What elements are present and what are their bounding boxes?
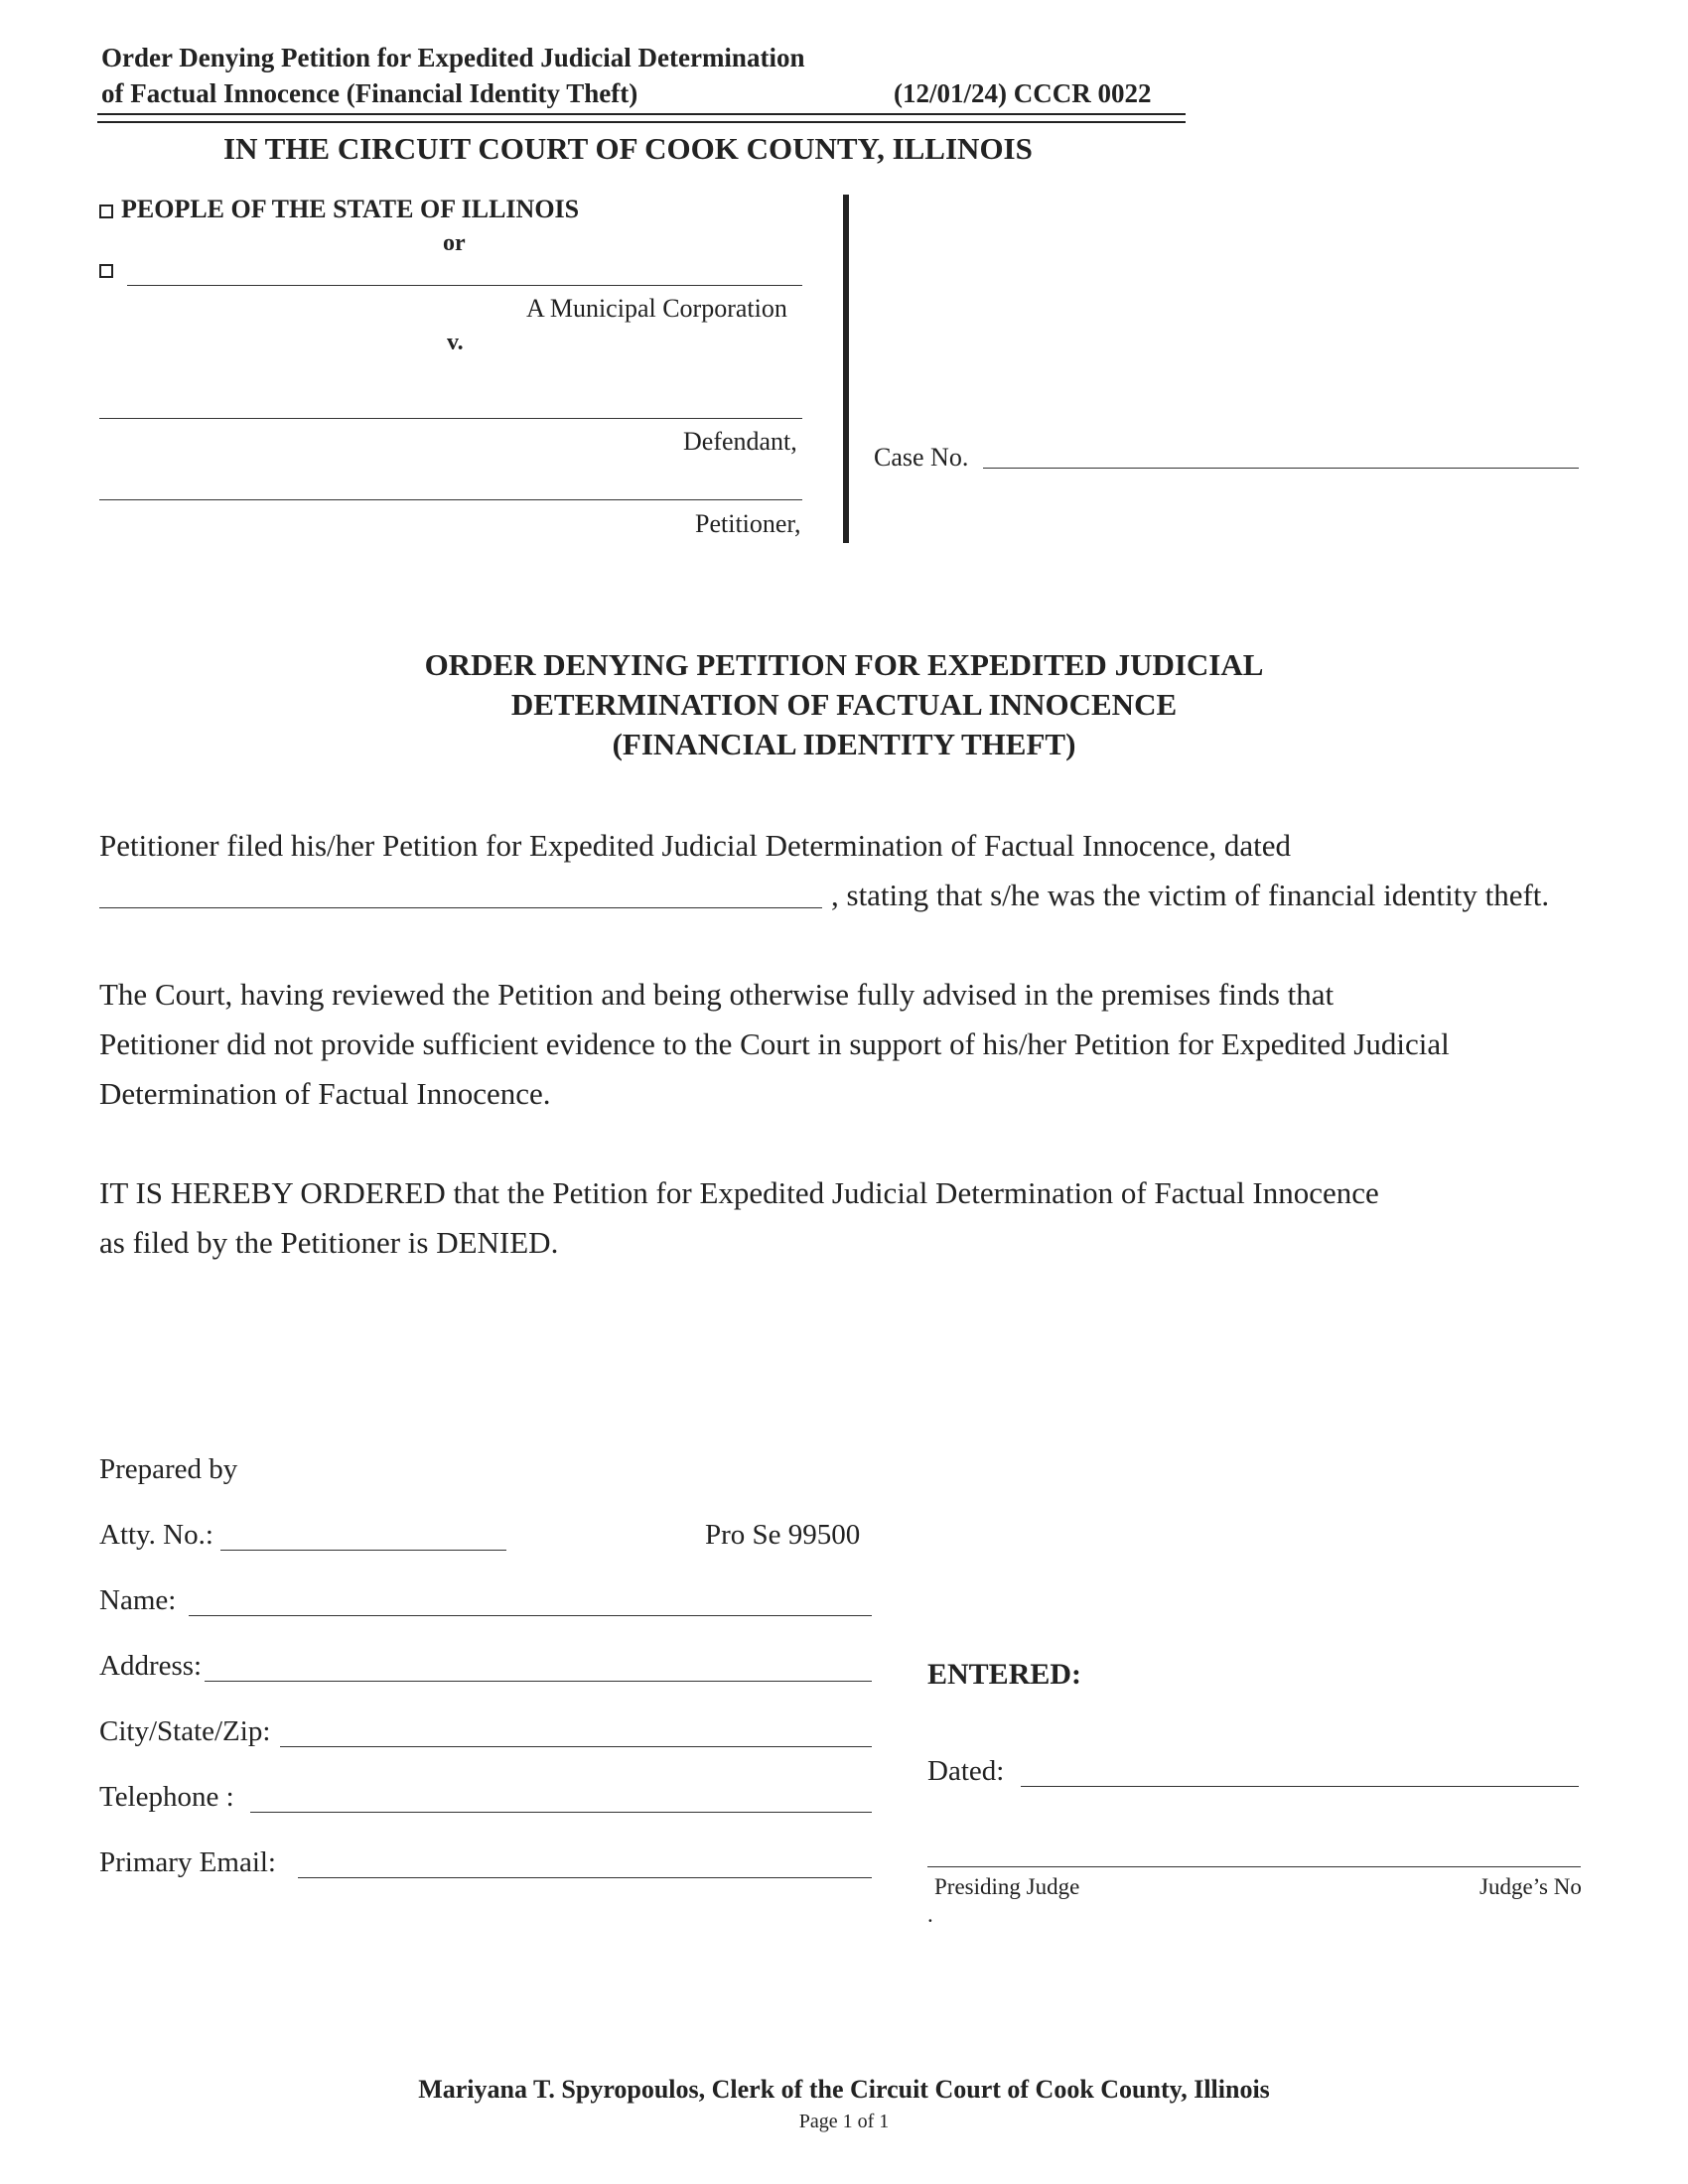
header-rule-bottom xyxy=(97,121,1186,123)
court-finding-line3: Determination of Factual Innocence. xyxy=(99,1076,551,1111)
order-title-line3: (FINANCIAL IDENTITY THEFT) xyxy=(612,727,1076,761)
judge-dot: . xyxy=(927,1902,933,1927)
dated-label: Dated: xyxy=(927,1755,1005,1787)
header-rule-top xyxy=(97,113,1186,115)
dated-line[interactable] xyxy=(1021,1786,1579,1787)
versus-label: v. xyxy=(447,330,464,355)
judge-signature-line[interactable] xyxy=(927,1866,1581,1867)
or-label: or xyxy=(443,230,466,256)
form-code: (12/01/24) CCCR 0022 xyxy=(894,78,1152,108)
judges-no-label: Judge’s No xyxy=(1479,1874,1582,1899)
email-label: Primary Email: xyxy=(99,1846,276,1878)
form-title-line1: Order Denying Petition for Expedited Judicial Determination xyxy=(101,43,805,72)
defendant-line[interactable] xyxy=(99,418,802,419)
order-title-line1: ORDER DENYING PETITION FOR EXPEDITED JUDICIAL xyxy=(424,647,1264,682)
city-state-zip-label: City/State/Zip: xyxy=(99,1715,271,1747)
municipal-label: A Municipal Corporation xyxy=(526,294,787,323)
name-label: Name: xyxy=(99,1584,177,1616)
city-state-zip-line[interactable] xyxy=(280,1746,872,1747)
caption-divider xyxy=(843,195,849,543)
petition-filed-line2: , stating that s/he was the victim of financial identity theft. xyxy=(831,878,1550,912)
people-checkbox[interactable] xyxy=(99,205,113,218)
order-line2: as filed by the Petitioner is DENIED. xyxy=(99,1225,559,1260)
atty-no-line[interactable] xyxy=(220,1550,506,1551)
people-label: PEOPLE OF THE STATE OF ILLINOIS xyxy=(121,195,580,223)
name-line[interactable] xyxy=(189,1615,872,1616)
pro-se-number: Pro Se 99500 xyxy=(705,1519,861,1551)
petitioner-line[interactable] xyxy=(99,499,802,500)
case-no-label: Case No. xyxy=(874,443,969,472)
case-no-line[interactable] xyxy=(983,468,1579,469)
atty-no-label: Atty. No.: xyxy=(99,1519,213,1551)
telephone-line[interactable] xyxy=(250,1812,872,1813)
petitioner-label: Petitioner, xyxy=(695,509,801,538)
presiding-judge-label: Presiding Judge xyxy=(934,1874,1080,1899)
telephone-label: Telephone : xyxy=(99,1781,234,1813)
email-line[interactable] xyxy=(298,1877,872,1878)
petition-date-line[interactable] xyxy=(99,907,822,908)
form-title-line2: of Factual Innocence (Financial Identity Theft) xyxy=(101,78,638,108)
court-finding-line2: Petitioner did not provide sufficient evidence to the Court in support of his/her Petition for Expedited Judicial xyxy=(99,1026,1450,1061)
order-title-line2: DETERMINATION OF FACTUAL INNOCENCE xyxy=(510,687,1178,722)
prepared-by-heading: Prepared by xyxy=(99,1453,238,1485)
entered-heading: ENTERED: xyxy=(927,1658,1082,1691)
municipal-checkbox-wrap[interactable] xyxy=(99,264,121,282)
defendant-label: Defendant, xyxy=(683,427,797,456)
order-title xyxy=(0,645,1688,764)
page-number: Page 1 of 1 xyxy=(798,2111,890,2132)
petition-filed-line1: Petitioner filed his/her Petition for Expedited Judicial Determination of Factual Innocence, dated xyxy=(99,828,1292,863)
municipal-checkbox[interactable] xyxy=(99,264,113,278)
order-line1: IT IS HEREBY ORDERED that the Petition for Expedited Judicial Determination of Factual Innocence xyxy=(99,1175,1379,1210)
municipal-name-line[interactable] xyxy=(127,285,802,286)
address-label: Address: xyxy=(99,1650,203,1682)
people-option[interactable] xyxy=(99,195,579,224)
court-name: IN THE CIRCUIT COURT OF COOK COUNTY, ILLINOIS xyxy=(223,131,1033,166)
address-line[interactable] xyxy=(205,1681,872,1682)
court-finding-line1: The Court, having reviewed the Petition and being otherwise fully advised in the premises finds that xyxy=(99,977,1335,1012)
clerk-footer: Mariyana T. Spyropoulos, Clerk of the Circuit Court of Cook County, Illinois xyxy=(418,2075,1270,2104)
